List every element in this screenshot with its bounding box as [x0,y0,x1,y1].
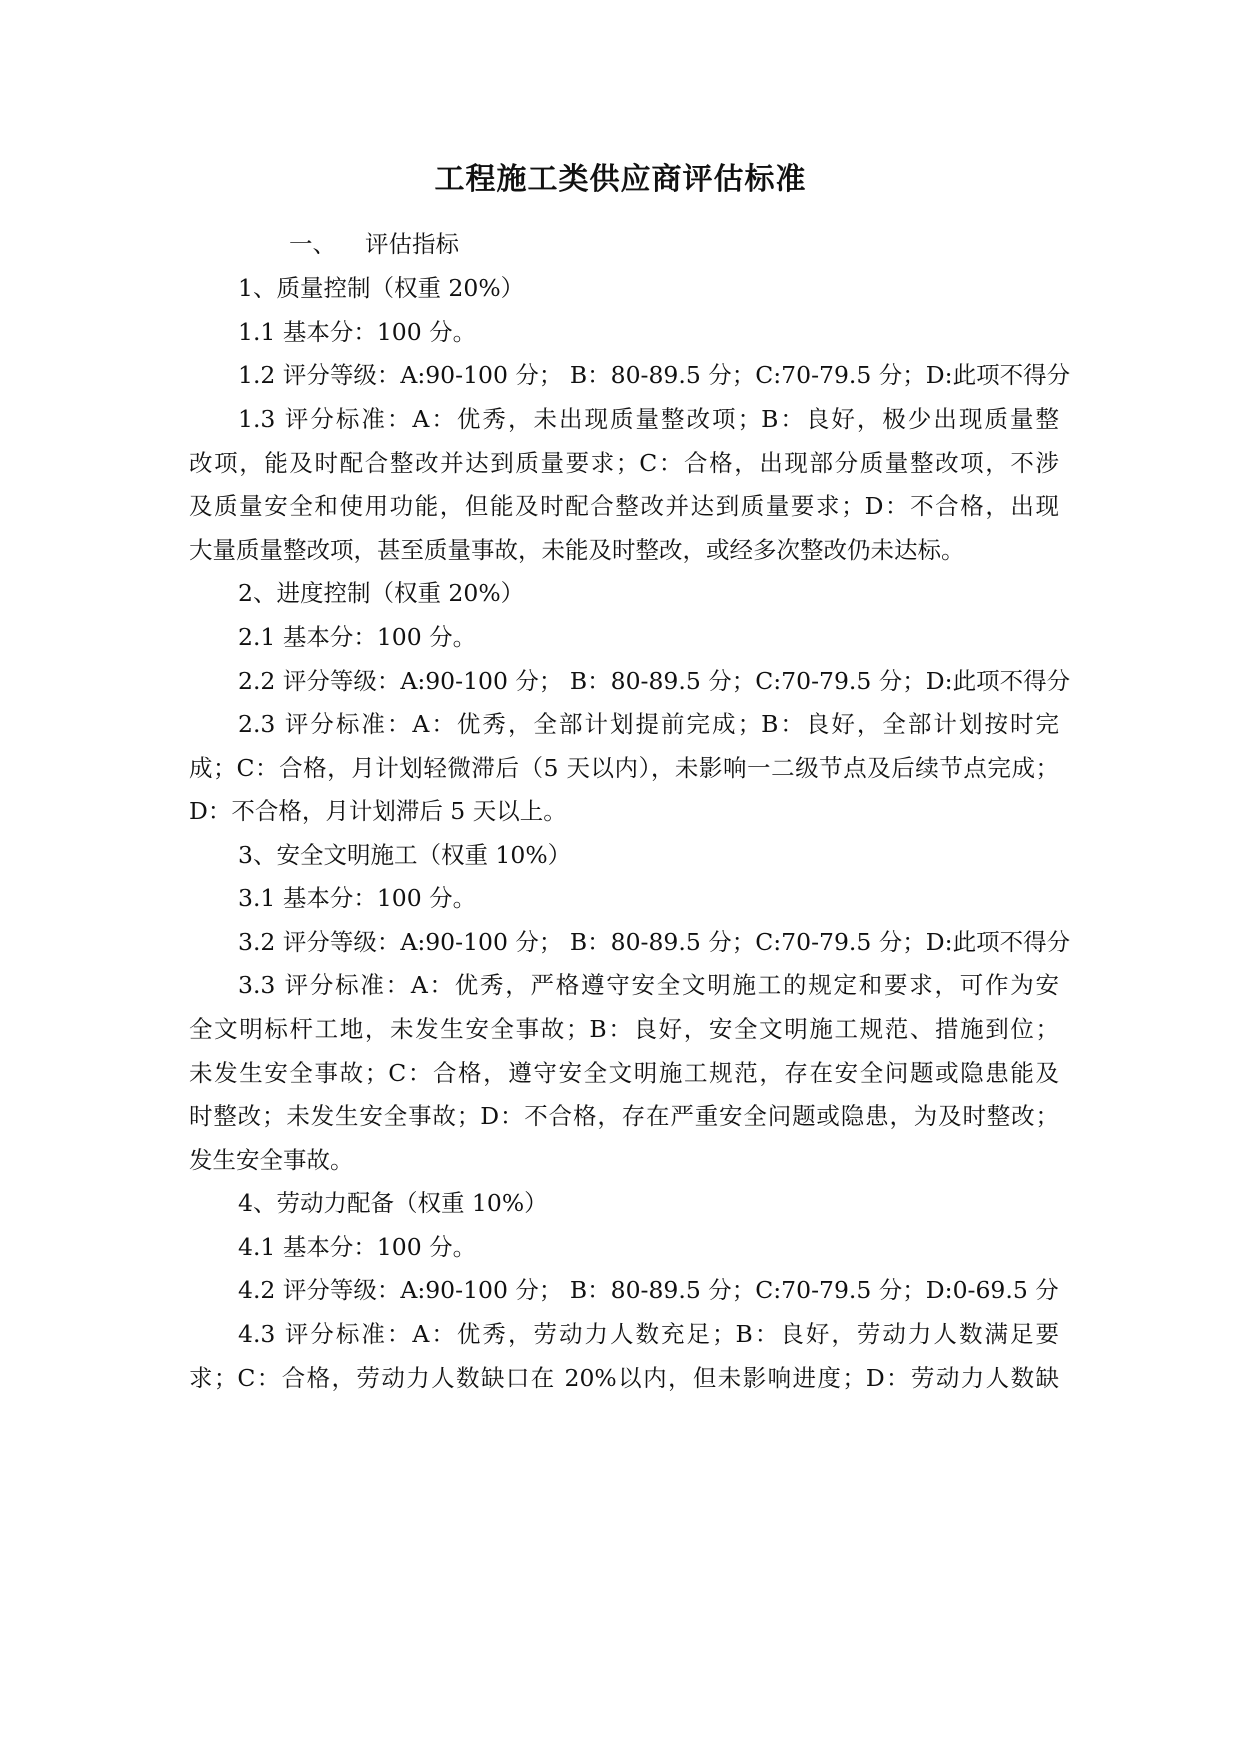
paragraph-line: 2.3 评分标准：A：优秀，全部计划提前完成；B：良好，全部计划按时完 [238,710,1059,738]
paragraph-line: 大量质量整改项，甚至质量事故，未能及时整改，或经多次整改仍未达标。 [189,536,965,564]
paragraph-line: 时整改；未发生安全事故；D：不合格，存在严重安全问题或隐患，为及时整改； [189,1102,1059,1130]
paragraph-line: 1.3 评分标准：A：优秀，未出现质量整改项；B：良好，极少出现质量整 [238,405,1059,433]
paragraph-line: 3.2 评分等级：A:90-100 分； B：80-89.5 分；C:70-79.5 分；D:此项不得分 [238,928,1071,956]
item-heading-labor: 4、劳动力配备（权重 10%） [238,1189,548,1217]
document-title: 工程施工类供应商评估标准 [434,162,807,197]
paragraph-line: 未发生安全事故；C：合格，遵守安全文明施工规范，存在安全问题或隐患能及 [189,1059,1059,1087]
section-number: 一、 [289,230,336,258]
section-heading [289,227,1159,261]
paragraph-line: 4.2 评分等级：A:90-100 分； B：80-89.5 分；C:70-79.5 分；D:0-69.5 分 [238,1276,1059,1304]
paragraph-line: 3.3 评分标准：A：优秀，严格遵守安全文明施工的规定和要求，可作为安 [238,971,1059,999]
paragraph-line: 发生安全事故。 [189,1146,354,1174]
paragraph-line: 4.1 基本分：100 分。 [238,1233,477,1261]
paragraph-line: D：不合格，月计划滞后 5 天以上。 [189,797,567,825]
paragraph-line: 2.2 评分等级：A:90-100 分； B：80-89.5 分；C:70-79.5 分；D:此项不得分 [238,667,1071,695]
paragraph-line: 3.1 基本分：100 分。 [238,884,477,912]
paragraph-line: 改项，能及时配合整改并达到质量要求；C：合格，出现部分质量整改项，不涉 [189,449,1059,477]
item-heading-quality: 1、质量控制（权重 20%） [238,274,525,302]
paragraph-line: 4.3 评分标准：A：优秀，劳动力人数充足；B：良好，劳动力人数满足要 [238,1320,1059,1348]
paragraph-line: 成；C：合格，月计划轻微滞后（5 天以内），未影响一二级节点及后续节点完成； [189,754,1059,782]
paragraph-line: 1.2 评分等级：A:90-100 分； B：80-89.5 分；C:70-79.5 分；D:此项不得分 [238,361,1071,389]
item-heading-schedule: 2、进度控制（权重 20%） [238,579,525,607]
paragraph-line: 1.1 基本分：100 分。 [238,318,477,346]
item-heading-safety: 3、安全文明施工（权重 10%） [238,841,572,869]
paragraph-line: 2.1 基本分：100 分。 [238,623,477,651]
paragraph-line: 及质量安全和使用功能，但能及时配合整改并达到质量要求；D：不合格，出现 [189,492,1059,520]
section-title: 评估指标 [365,230,459,258]
paragraph-line: 全文明标杆工地，未发生安全事故；B：良好，安全文明施工规范、措施到位； [189,1015,1059,1043]
paragraph-line: 求；C：合格，劳动力人数缺口在 20%以内，但未影响进度；D：劳动力人数缺 [189,1364,1059,1392]
